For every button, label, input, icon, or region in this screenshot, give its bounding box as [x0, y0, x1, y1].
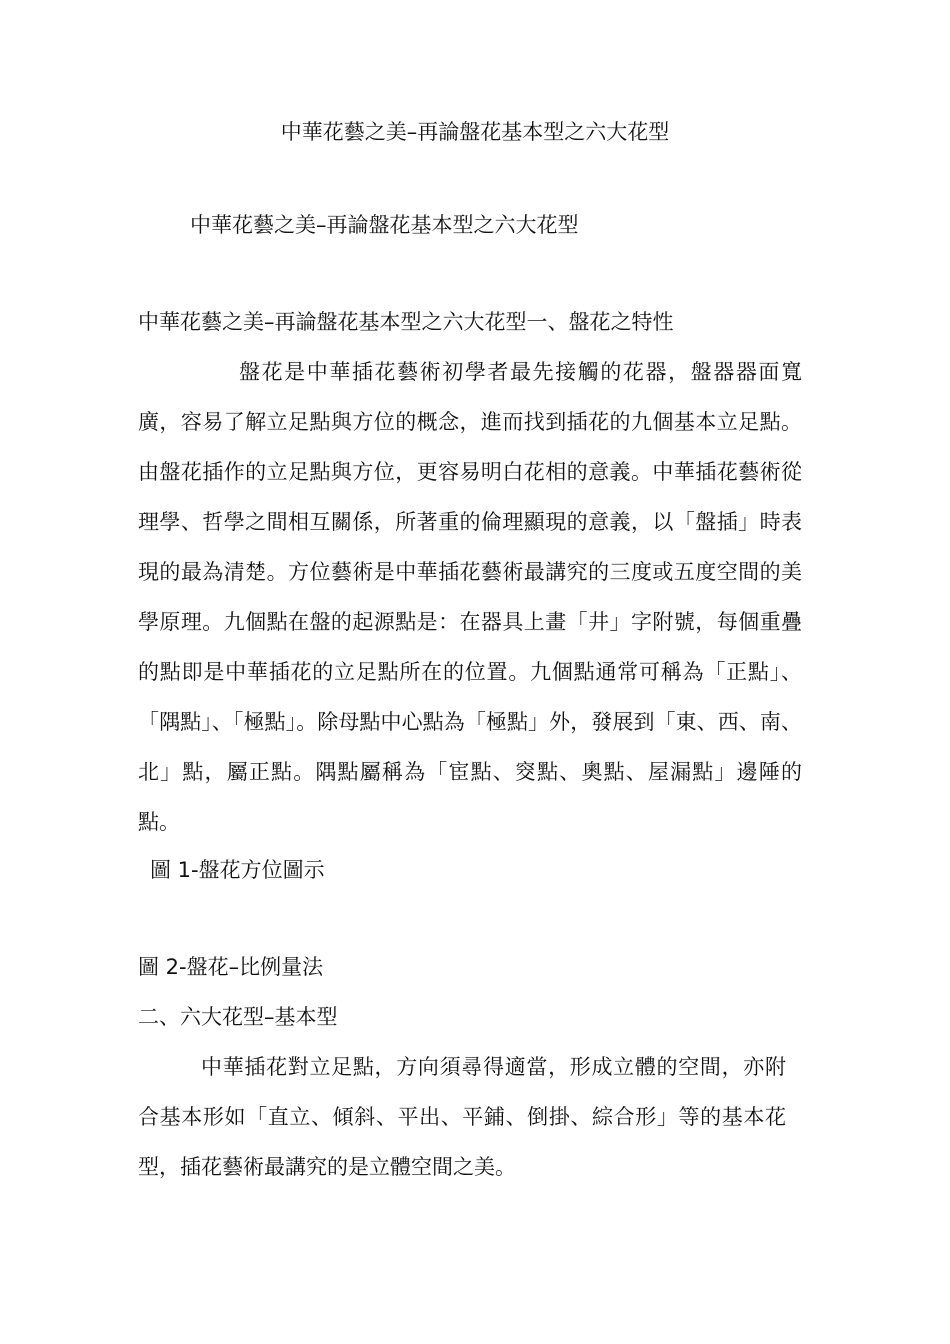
document-subtitle: 中華花藝之美–再論盤花基本型之六大花型 [190, 213, 579, 237]
figure1-caption: 圖 1-盤花方位圖示 [150, 858, 325, 882]
section1-heading: 中華花藝之美–再論盤花基本型之六大花型一、盤花之特性 [138, 310, 674, 334]
section1-paragraph: 盤花是中華插花藝術初學者最先接觸的花器，盤器器面寬廣，容易了解立足點與方位的概念，進而找到插花的九個基本立足點。由盤花插作的立足點與方位，更容易明白花相的意義。中華插花藝術從理學、哲學之間相互關係，所著重的倫理顯現的意義，以「盤插」時表現的最為清楚。方位藝術是中華插花藝術最講究的三度或五度空間的美學原理。九個點在盤的起源點是：在器具上畫「井」字附號，每個重疊的點即是中華插花的立足點所在的位置。九個點通常可稱為「正點」、「隅點」、「極點」。除母點中心點為「極點」外，發展到「東、西、南、北」點，屬正點。隅點屬稱為「宦點、窔點、奧點、屋漏點」邊陲的點。 [138, 360, 802, 834]
section2-paragraph: 中華插花對立足點，方向須尋得適當，形成立體的空間，亦附合基本形如「直立、傾斜、平出、平鋪、倒掛、綜合形」等的基本花型，插花藝術最講究的是立體空間之美。 [138, 1055, 786, 1179]
figure2-caption: 圖 2-盤花–比例量法 [138, 955, 324, 979]
document-title: 中華花藝之美–再論盤花基本型之六大花型 [280, 120, 670, 144]
section2-heading: 二、六大花型–基本型 [138, 1005, 338, 1029]
